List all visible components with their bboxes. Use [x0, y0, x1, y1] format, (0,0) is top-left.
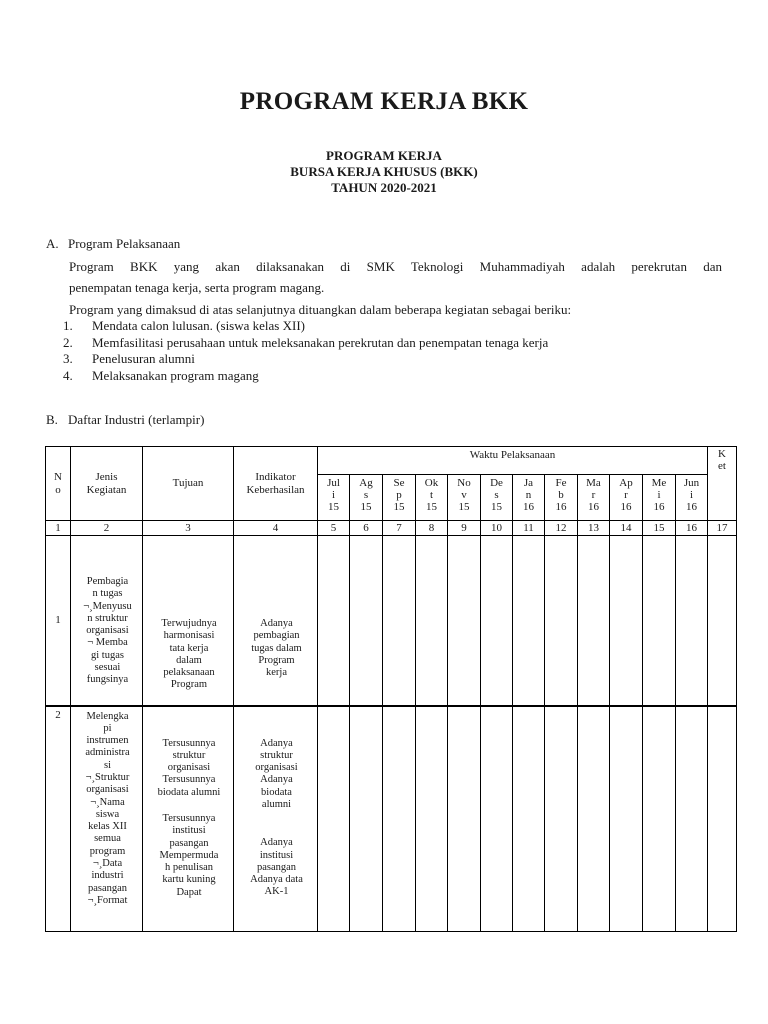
row-2-tujuan-b [148, 799, 230, 899]
cell-line: Terwujudnya [161, 618, 217, 629]
cell-line: siswa [95, 808, 120, 820]
column-number: 15 [643, 521, 676, 536]
cell-line: struktur [172, 749, 206, 761]
month-header: De s 15 [481, 475, 513, 521]
cell-line: Adanya [260, 774, 293, 786]
cell-line: pasangan [169, 837, 209, 849]
month-header: Me i 16 [643, 475, 676, 521]
cell-line: si [103, 759, 111, 771]
cell-line: program [89, 845, 126, 857]
row-2-jenis-lines [76, 709, 139, 908]
column-number: 8 [416, 521, 448, 536]
cell-line: AK-1 [264, 886, 289, 898]
cell-line: Dapat [176, 886, 202, 898]
month-header: Ag s 15 [350, 475, 383, 521]
cell-line: biodata [261, 786, 292, 798]
cell-line: instrumen [86, 735, 129, 747]
cell-line: Pembagia [86, 576, 129, 587]
header-ket: K et [708, 447, 737, 521]
column-number: 16 [676, 521, 708, 536]
month-header: Ja n 16 [513, 475, 545, 521]
cell-line: h penulisan [164, 862, 214, 874]
cell-line: Tersusunnya [162, 812, 216, 824]
section-a-heading [46, 236, 180, 252]
list-item: 4. Melaksanakan program magang [63, 367, 259, 383]
cell-line: gi tugas [91, 649, 124, 661]
section-a-title: Program Pelaksanaan [68, 236, 181, 251]
column-number: 10 [481, 521, 513, 536]
column-number: 13 [578, 521, 610, 536]
row-2-indikator [234, 706, 318, 932]
cell-line: pelaksanaan [163, 667, 215, 679]
row-2-indikator-a [239, 707, 314, 812]
column-number: 3 [143, 521, 234, 536]
cell-line: organisasi [86, 784, 129, 796]
row-2-tujuan-a [148, 707, 230, 799]
column-number: 7 [383, 521, 416, 536]
row-1-tujuan [143, 536, 234, 706]
cell-line: Adanya [260, 837, 293, 849]
cell-line: fungsinya [86, 674, 129, 686]
cell-line: administra [85, 747, 130, 759]
month-header: Ap r 16 [610, 475, 643, 521]
month-header: Jul i 15 [318, 475, 350, 521]
month-header: Fe b 16 [545, 475, 578, 521]
cell-line: struktur [260, 749, 293, 761]
cell-line: n struktur [87, 612, 128, 624]
row-1-indikator [234, 536, 318, 706]
section-b-letter: B. [46, 412, 58, 427]
cell-line: pembagian [253, 630, 300, 642]
row-1-jenis [71, 536, 143, 706]
page-title: PROGRAM KERJA BKK [239, 88, 529, 115]
subtitle-line-1: PROGRAM KERJA [326, 148, 442, 163]
cell-line: ¬¸Menyusu [83, 600, 132, 612]
cell-line: kerja [266, 667, 287, 679]
cell-line: Program [258, 654, 295, 666]
subtitle-line-3: TAHUN 2020-2021 [331, 180, 437, 195]
header-tujuan: Tujuan [143, 447, 234, 521]
header-waktu-pelaksanaan: Waktu Pelaksanaan [318, 447, 708, 475]
cell-line: n tugas [92, 588, 123, 600]
list-item: 3. Penelusuran alumni [63, 351, 195, 366]
cell-line: Tersusunnya [162, 774, 216, 786]
column-number: 9 [448, 521, 481, 536]
row-1-no: 1 [46, 536, 71, 706]
row-1-jenis-lines [76, 556, 139, 687]
month-header: Jun i 16 [676, 475, 708, 521]
cell-line: Tersusunnya [162, 737, 216, 749]
cell-line: sesuai [94, 662, 121, 674]
list-item: 2. Memfasilitasi perusahaan untuk meleksanakan perekrutan dan penempatan tenaga kerja [63, 334, 549, 350]
cell-line: organisasi [255, 762, 298, 774]
cell-line: organisasi [86, 625, 129, 637]
cell-line: Program [170, 679, 208, 691]
section-a-letter: A. [46, 236, 59, 251]
row-2-jenis [71, 706, 143, 932]
cell-line: Adanya [260, 618, 293, 629]
section-a-para1-line1: Program BKK yang akan dilaksanakan di SMK Teknologi Muhammadiyah adalah perekrutan dan [69, 259, 722, 274]
cell-line: kelas XII [88, 821, 127, 833]
column-number: 14 [610, 521, 643, 536]
header-indikator: Indikator Keberhasilan [234, 447, 318, 521]
column-number: 4 [234, 521, 318, 536]
cell-line: institusi [172, 825, 206, 837]
row-1-indikator-lines [239, 536, 314, 679]
cell-line: industri [91, 870, 124, 882]
cell-line: pasangan [87, 882, 128, 894]
cell-line: Adanya [260, 737, 293, 749]
section-a-para2: Program yang dimaksud di atas selanjutnya dituangkan dalam beberapa kegiatan sebagai beriku: [69, 302, 572, 317]
cell-line: ¬ Memba [87, 637, 128, 649]
month-header: Ok t 15 [416, 475, 448, 521]
cell-line: dalam [176, 654, 202, 666]
row-2-tujuan [143, 706, 234, 932]
program-list [63, 318, 548, 384]
cell-line: pi [103, 722, 112, 734]
cell-line: biodata alumni [157, 786, 221, 798]
column-number: 2 [71, 521, 143, 536]
column-number: 11 [513, 521, 545, 536]
cell-line: tata kerja [169, 642, 209, 654]
month-header: No v 15 [448, 475, 481, 521]
header-no: N o [46, 447, 71, 521]
cell-line: ¬¸Nama [90, 796, 125, 808]
cell-line: ¬¸Struktur [85, 771, 130, 783]
column-number: 17 [708, 521, 737, 536]
cell-line: ¬¸Data [92, 858, 123, 870]
column-number: 1 [46, 521, 71, 536]
column-number: 6 [350, 521, 383, 536]
row-2-indikator-b [239, 811, 314, 898]
column-number: 12 [545, 521, 578, 536]
cell-line: semua [94, 833, 121, 845]
header-jenis-kegiatan: Jenis Kegiatan [71, 447, 143, 521]
column-number: 5 [318, 521, 350, 536]
section-b-title: Daftar Industri (terlampir) [68, 412, 205, 427]
cell-line: Adanya data [250, 874, 303, 886]
row-2-no: 2 [46, 706, 71, 932]
month-header: Se p 15 [383, 475, 416, 521]
cell-line: Melengka [86, 710, 129, 722]
cell-line: organisasi [167, 762, 211, 774]
cell-line: Mempermuda [159, 849, 219, 861]
row-1-tujuan-lines [148, 536, 230, 692]
cell-line: institusi [259, 849, 294, 861]
month-header: Ma r 16 [578, 475, 610, 521]
cell-line: ¬¸Format [87, 894, 128, 906]
cell-line: tugas dalam [251, 642, 302, 654]
cell-line: harmonisasi [163, 630, 215, 642]
cell-line: kartu kuning [162, 874, 216, 886]
section-b-heading [46, 412, 204, 428]
cell-line: pasangan [256, 861, 297, 873]
subtitle-line-2: BURSA KERJA KHUSUS (BKK) [290, 164, 478, 179]
work-program-table [45, 446, 737, 932]
section-a-para1-line2: penempatan tenaga kerja, serta program magang. [69, 280, 325, 295]
cell-line: alumni [261, 798, 292, 810]
list-item: 1. Mendata calon lulusan. (siswa kelas XII) [63, 318, 305, 333]
